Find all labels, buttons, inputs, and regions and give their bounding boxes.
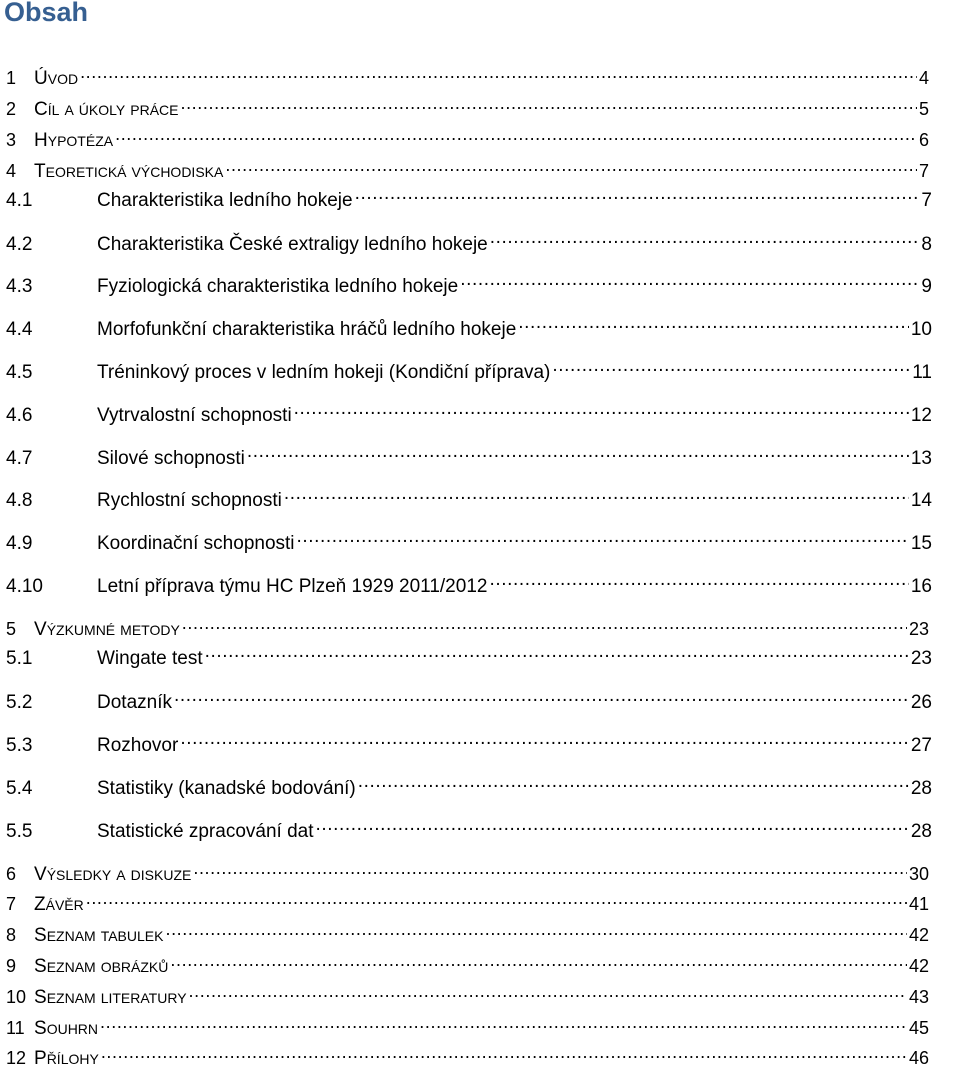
toc-leader-dots [182, 611, 907, 635]
toc-entry-number: 4.10 [6, 576, 43, 597]
toc-entry-number: 7 [6, 894, 17, 914]
toc-entry-number: 8 [6, 925, 17, 945]
toc-entry-number: 5.2 [6, 692, 33, 713]
toc-entry-number: 4.3 [6, 276, 33, 297]
toc-entry[interactable] [6, 440, 932, 469]
toc-entry-title: Silové schopnosti [97, 448, 245, 469]
toc-entry-page: 26 [910, 692, 932, 713]
toc-entry-number: 5.5 [6, 821, 33, 842]
toc-entry-title: ZÁVĚR [34, 894, 84, 915]
toc-entry-page: 7 [921, 190, 932, 211]
toc-entry-title: HYPOTÉZA [34, 130, 114, 151]
toc-entry[interactable] [6, 60, 929, 89]
toc-leader-dots [225, 153, 917, 177]
toc-entry[interactable] [6, 917, 929, 946]
toc-entry-title: CÍL A ÚKOLY PRÁCE [34, 99, 179, 120]
toc-entry-title: SOUHRN [34, 1018, 99, 1039]
toc-entry-page: 15 [910, 533, 932, 554]
toc-entry[interactable] [6, 770, 932, 799]
toc-entry-page: 7 [918, 161, 929, 181]
toc-entry-title: Charakteristika ledního hokeje [97, 190, 353, 211]
toc-entry-page: 28 [910, 778, 932, 799]
toc-entry-page: 5 [918, 99, 929, 119]
toc-entry[interactable] [6, 182, 932, 211]
toc-entry-number: 3 [6, 130, 17, 150]
toc-entry-page: 16 [910, 576, 932, 597]
toc-entry-page: 9 [921, 276, 932, 297]
toc-entry-title: Rychlostní schopnosti [97, 490, 282, 511]
toc-entry-number: 4.8 [6, 490, 33, 511]
toc-entry-title: ÚVOD [34, 68, 79, 89]
toc-leader-dots [355, 182, 920, 206]
toc-entry-page: 4 [918, 68, 929, 88]
page-title: Obsah [4, 0, 89, 27]
toc-leader-dots [490, 226, 920, 250]
toc-entry-number: 4.5 [6, 362, 33, 383]
toc-entry-title: Wingate test [97, 648, 203, 669]
toc-entry[interactable] [6, 311, 932, 340]
toc-entry-title: Statistiky (kanadské bodování) [97, 778, 356, 799]
toc-entry-title: SEZNAM TABULEK [34, 925, 164, 946]
toc-entry[interactable] [6, 684, 932, 713]
toc-entry-page: 23 [908, 619, 929, 639]
toc-entry-number: 4.9 [6, 533, 33, 554]
toc-entry-number: 4.1 [6, 190, 33, 211]
toc-entry[interactable] [6, 640, 932, 669]
toc-entry-title: Charakteristika České extraligy ledního hokeje [97, 234, 488, 255]
toc-entry[interactable] [6, 482, 932, 511]
toc-entry-title: VÝZKUMNÉ METODY [34, 619, 180, 640]
toc-leader-dots [247, 440, 909, 464]
toc-entry[interactable] [6, 727, 932, 756]
toc-entry-number: 4.4 [6, 319, 33, 340]
toc-leader-dots [518, 311, 909, 335]
toc-leader-dots [165, 917, 907, 941]
toc-leader-dots [316, 813, 909, 837]
toc-entry-page: 13 [910, 448, 932, 469]
toc-entry-title: Morfofunkční charakteristika hráčů ledního hokeje [97, 319, 517, 340]
toc-entry-number: 4.2 [6, 234, 33, 255]
toc-entry[interactable] [6, 268, 932, 297]
toc-entry-title: SEZNAM OBRÁZKŮ [34, 956, 169, 977]
toc-leader-dots [115, 122, 917, 146]
toc-leader-dots [174, 684, 909, 708]
toc-entry-page: 27 [910, 735, 932, 756]
toc-entry-number: 11 [6, 1018, 25, 1038]
toc-entry[interactable] [6, 153, 929, 182]
toc-leader-dots [489, 568, 908, 592]
toc-leader-dots [80, 60, 917, 84]
toc-entry-number: 1 [6, 68, 17, 88]
toc-entry[interactable] [6, 1040, 929, 1069]
toc-entry[interactable] [6, 1010, 929, 1039]
toc-entry-page: 28 [910, 821, 932, 842]
toc-entry-number: 4 [6, 161, 17, 181]
toc-leader-dots [180, 727, 909, 751]
toc-entry[interactable] [6, 886, 929, 915]
toc-entry-number: 9 [6, 956, 17, 976]
toc-entry-page: 6 [918, 130, 929, 150]
toc-leader-dots [86, 886, 907, 910]
toc-entry-title: Dotazník [97, 692, 172, 713]
toc-entry-title: Rozhovor [97, 735, 179, 756]
toc-entry[interactable] [6, 979, 929, 1008]
toc-entry-page: 23 [910, 648, 932, 669]
toc-entry-page: 14 [910, 490, 932, 511]
toc-entry-title: TEORETICKÁ VÝCHODISKA [34, 161, 224, 182]
toc-entry[interactable] [6, 226, 932, 255]
toc-entry[interactable] [6, 813, 932, 842]
toc-entry-page: 8 [921, 234, 932, 255]
toc-entry[interactable] [6, 856, 929, 885]
toc-entry-page: 12 [910, 405, 932, 426]
toc-leader-dots [358, 770, 909, 794]
toc-entry-number: 5.4 [6, 778, 33, 799]
toc-entry[interactable] [6, 568, 932, 597]
toc-entry-title: Vytrvalostní schopnosti [97, 405, 292, 426]
toc-entry-title: PŘÍLOHY [34, 1048, 99, 1069]
toc-entry-page: 45 [908, 1018, 929, 1038]
toc-leader-dots [100, 1010, 907, 1034]
toc-entry-page: 11 [912, 362, 932, 383]
toc-entry-number: 5.3 [6, 735, 33, 756]
toc-entry-number: 4.7 [6, 448, 33, 469]
toc-leader-dots [297, 525, 909, 549]
toc-leader-dots [101, 1040, 907, 1064]
toc-entry[interactable] [6, 611, 929, 640]
toc-entry-page: 30 [908, 864, 929, 884]
toc-leader-dots [193, 856, 907, 880]
toc-entry-title: Statistické zpracování dat [97, 821, 314, 842]
toc-entry-page: 41 [908, 894, 929, 914]
toc-entry-title: SEZNAM LITERATURY [34, 987, 187, 1008]
toc-entry-title: Koordinační schopnosti [97, 533, 295, 554]
toc-leader-dots [189, 979, 907, 1003]
toc-entry-page: 46 [908, 1048, 929, 1068]
toc-leader-dots [284, 482, 909, 506]
toc-entry-number: 5 [6, 619, 17, 639]
toc-entry[interactable] [6, 354, 932, 383]
toc-entry-page: 10 [910, 319, 932, 340]
toc-entry-number: 2 [6, 99, 17, 119]
toc-entry-title: VÝSLEDKY A DISKUZE [34, 864, 192, 885]
toc-entry-title: Tréninkový proces v ledním hokeji (Kondiční příprava) [97, 362, 551, 383]
toc-entry-number: 12 [6, 1048, 27, 1068]
toc-leader-dots [170, 948, 907, 972]
toc-entry-number: 4.6 [6, 405, 33, 426]
toc-entry-page: 42 [908, 956, 929, 976]
toc-entry-title: Letní příprava týmu HC Plzeň 1929 2011/2012 [97, 576, 488, 597]
toc-leader-dots [205, 640, 909, 664]
toc-entry[interactable] [6, 525, 932, 554]
toc-entry[interactable] [6, 122, 929, 151]
toc-entry[interactable] [6, 397, 932, 426]
toc-entry[interactable] [6, 948, 929, 977]
toc-entry-page: 43 [908, 987, 929, 1007]
toc-leader-dots [294, 397, 909, 421]
toc-entry-number: 5.1 [6, 648, 33, 669]
toc-leader-dots [460, 268, 919, 292]
toc-leader-dots [180, 91, 917, 115]
toc-entry-page: 42 [908, 925, 929, 945]
toc-leader-dots [552, 354, 910, 378]
toc-entry-title: Fyziologická charakteristika ledního hokeje [97, 276, 459, 297]
toc-entry-number: 6 [6, 864, 17, 884]
toc-entry[interactable] [6, 91, 929, 120]
toc-entry-number: 10 [6, 987, 27, 1007]
